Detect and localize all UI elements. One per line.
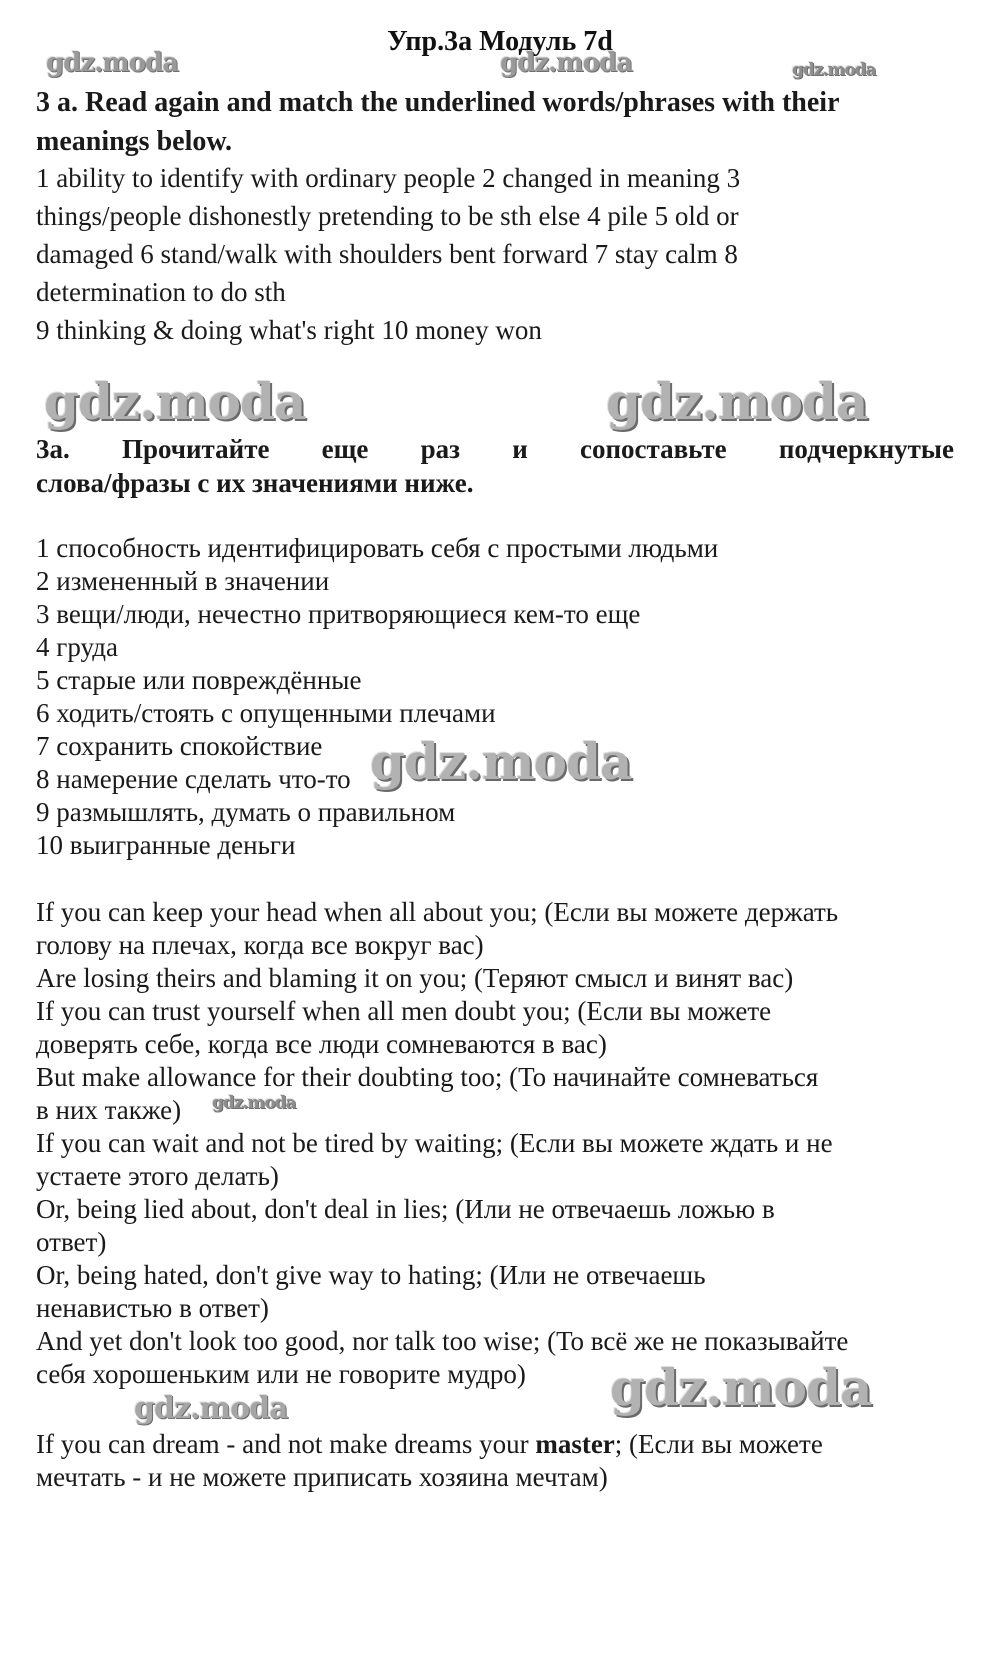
exercise-heading-ru [36, 432, 956, 500]
heading-ru-line: слова/фразы с их значениями ниже. [36, 468, 474, 498]
list-item: 4 груда [36, 632, 118, 662]
heading-ru-line [36, 432, 954, 466]
heading-word: еще [321, 434, 369, 464]
poem-line: ненавистью в ответ) [36, 1293, 269, 1323]
heading-word: сопоставьте [579, 434, 727, 464]
text-line: things/people dishonestly pretending to be sth else 4 pile 5 old or [36, 201, 739, 231]
heading-en-line: 3 a. Read again and match the underlined words/phrases with their [36, 87, 840, 118]
text-line: determination to do sth [36, 277, 286, 307]
poem-line-text: If you can dream - and not make dreams your [36, 1429, 536, 1459]
watermark: gdz.moda [44, 372, 306, 431]
poem-line: в них также) [36, 1095, 182, 1125]
list-item: 7 сохранить спокойствие [36, 731, 323, 761]
poem-line: Or, being hated, don't give way to hating; (Или не отвечаешь [36, 1260, 706, 1290]
poem-line: мечтать - и не можете приписать хозяина мечтам) [36, 1462, 608, 1492]
poem-line: If you can keep your head when all about you; (Если вы можете держать [36, 897, 839, 927]
watermark: gdz.moda [500, 48, 633, 78]
watermark: gdz.moda [212, 1093, 296, 1113]
heading-word: 3a. [36, 434, 70, 464]
list-item: 1 способность идентифицировать себя с простыми людьми [36, 533, 719, 563]
poem-line: Or, being lied about, don't deal in lies; (Или не отвечаешь ложью в [36, 1194, 775, 1224]
list-item: 5 старые или повреждённые [36, 665, 362, 695]
poem-line: But make allowance for their doubting too; (То начинайте сомневаться [36, 1062, 819, 1092]
poem-line: устаете этого делать) [36, 1161, 279, 1191]
heading-word: раз [420, 434, 460, 464]
poem-line-bold: master [535, 1429, 615, 1459]
poem-line [36, 1428, 823, 1461]
list-item: 3 вещи/люди, нечестно притворяющиеся кем-то еще [36, 599, 641, 629]
poem-line: Are losing theirs and blaming it on you; (Теряют смысл и винят вас) [36, 963, 794, 993]
poem-line: And yet don't look too good, nor talk too wise; (То всё же не показывайте [36, 1326, 849, 1356]
heading-en-line: meanings below. [36, 126, 233, 157]
watermark: gdz.moda [792, 60, 876, 80]
poem-line: If you can trust yourself when all men doubt you; (Если вы можете [36, 996, 772, 1026]
heading-ru-line-text [36, 432, 954, 466]
poem-line: доверять себе, когда все люди сомневаются в вас) [36, 1029, 607, 1059]
page-title: Упр.3a Модуль 7d [387, 26, 613, 57]
list-item: 10 выигранные деньги [36, 830, 296, 860]
heading-word: Прочитайте [121, 434, 270, 464]
watermark: gdz.moda [134, 1391, 288, 1426]
poem-line: голову на плечах, когда все вокруг вас) [36, 930, 484, 960]
watermark: gdz.moda [606, 372, 868, 431]
poem-line-text: ; (Если вы можете [614, 1429, 823, 1459]
heading-word: и [512, 434, 528, 464]
watermark: gdz.moda [370, 732, 632, 791]
exercise-heading-en [36, 83, 936, 161]
text-line: 9 thinking & doing what's right 10 money won [36, 315, 542, 345]
list-item: 6 ходить/стоять с опущенными плечами [36, 698, 496, 728]
watermark: gdz.moda [46, 48, 179, 78]
poem-line: If you can wait and not be tired by waiting; (Если вы можете ждать и не [36, 1128, 833, 1158]
poem-line: ответ) [36, 1227, 107, 1257]
list-item: 2 измененный в значении [36, 566, 330, 596]
list-item: 9 размышлять, думать о правильном [36, 797, 456, 827]
watermark: gdz.moda [610, 1358, 872, 1417]
poem-line: себя хорошеньким или не говорите мудро) [36, 1359, 526, 1389]
text-line: damaged 6 stand/walk with shoulders bent forward 7 stay calm 8 [36, 239, 738, 269]
heading-word: подчеркнутые [778, 434, 954, 464]
text-line: 1 ability to identify with ordinary people 2 changed in meaning 3 [36, 163, 741, 193]
list-item: 8 намерение сделать что-то [36, 764, 351, 794]
